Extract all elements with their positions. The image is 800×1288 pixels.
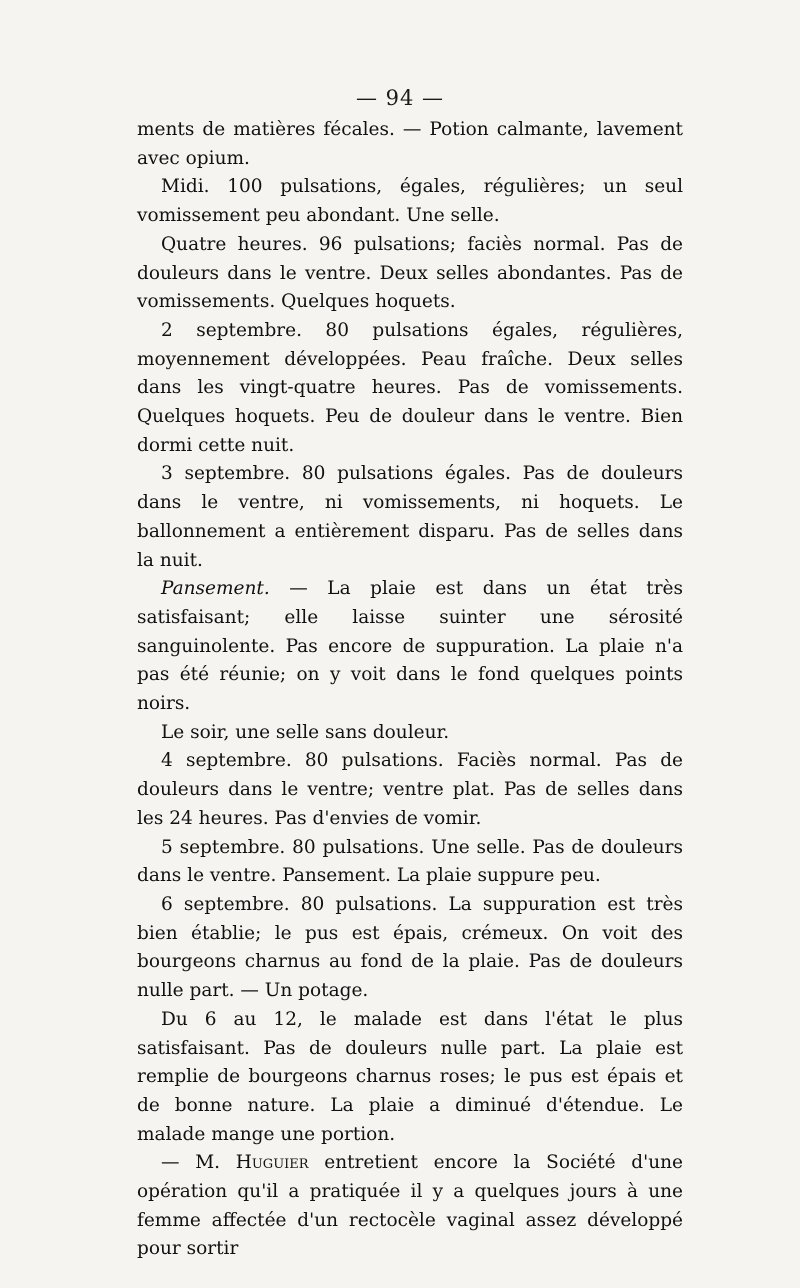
paragraph — [137, 1149, 683, 1264]
paragraph-lead: — M. — [161, 1152, 236, 1174]
paragraph-text: Le soir, une selle sans douleur. — [161, 721, 450, 743]
paragraph — [137, 891, 683, 1006]
paragraph-text: Du 6 au 12, le malade est dans l'état le plus satisfaisant. Pas de douleurs nulle part. La plaie est remplie de bourgeons charnus roses; le pus est épais et de bonne nature. La plaie a diminué d'étendue. Le malade mange une portion. — [137, 1008, 683, 1145]
paragraph — [137, 173, 683, 230]
body-text — [137, 116, 683, 1264]
paragraph — [137, 575, 683, 719]
paragraph-text: 4 septembre. 80 pulsations. Faciès normal. Pas de douleurs dans le ventre; ventre plat. Pas de selles dans les 24 heures. Pas d'envies de vomir. — [137, 750, 683, 829]
paragraph-text: 2 septembre. 80 pulsations égales, régulières, moyennement développées. Peau fraîche. Deux selles dans les vingt-quatre heures. Pas de vomissements. Quelques hoquets. Peu de douleur dans le ventre. Bien dormi cette nuit. — [137, 319, 683, 456]
paragraph — [137, 116, 683, 173]
paragraph — [137, 1006, 683, 1150]
paragraph-text: — La plaie est dans un état très satisfaisant; elle laisse suinter une sérosité sanguinolente. Pas encore de suppuration. La plaie n'a pas été réunie; on y voit dans le fond quelques points noirs. — [137, 578, 683, 715]
italic-lead: Pansement. — [161, 578, 270, 600]
paragraph-text: 5 septembre. 80 pulsations. Une selle. Pas de douleurs dans le ventre. Pansement. La plaie suppure peu. — [137, 836, 683, 887]
paragraph-text: 3 septembre. 80 pulsations égales. Pas de douleurs dans le ventre, ni vomissements, ni hoquets. Le ballonnement a entièrement disparu. Pas de selles dans la nuit. — [137, 463, 683, 571]
paragraph — [137, 747, 683, 833]
paragraph — [137, 719, 683, 748]
paragraph — [137, 317, 683, 461]
paragraph — [137, 460, 683, 575]
paragraph — [137, 834, 683, 891]
paragraph — [137, 231, 683, 317]
paragraph-text: Quatre heures. 96 pulsations; faciès normal. Pas de douleurs dans le ventre. Deux selles abondantes. Pas de vomissements. Quelques hoquets. — [137, 233, 683, 313]
author-name: Huguier — [235, 1152, 309, 1174]
paragraph-text: ments de matières fécales. — Potion calmante, lavement avec opium. — [137, 119, 683, 169]
paragraph-text: entretient encore la Société d'une opération qu'il a pratiquée il y a quelques jours à une femme affectée d'un rectocèle vaginal assez développé pour sortir — [137, 1152, 683, 1260]
paragraph-text: Midi. 100 pulsations, égales, régulières; un seul vomissement peu abondant. Une selle. — [137, 176, 683, 227]
page-number: — 94 — — [355, 86, 445, 110]
paragraph-text: 6 septembre. 80 pulsations. La suppuration est très bien établie; le pus est épais, crémeux. On voit des bourgeons charnus au fond de la plaie. Pas de douleurs nulle part. — Un potage. — [137, 893, 683, 1002]
